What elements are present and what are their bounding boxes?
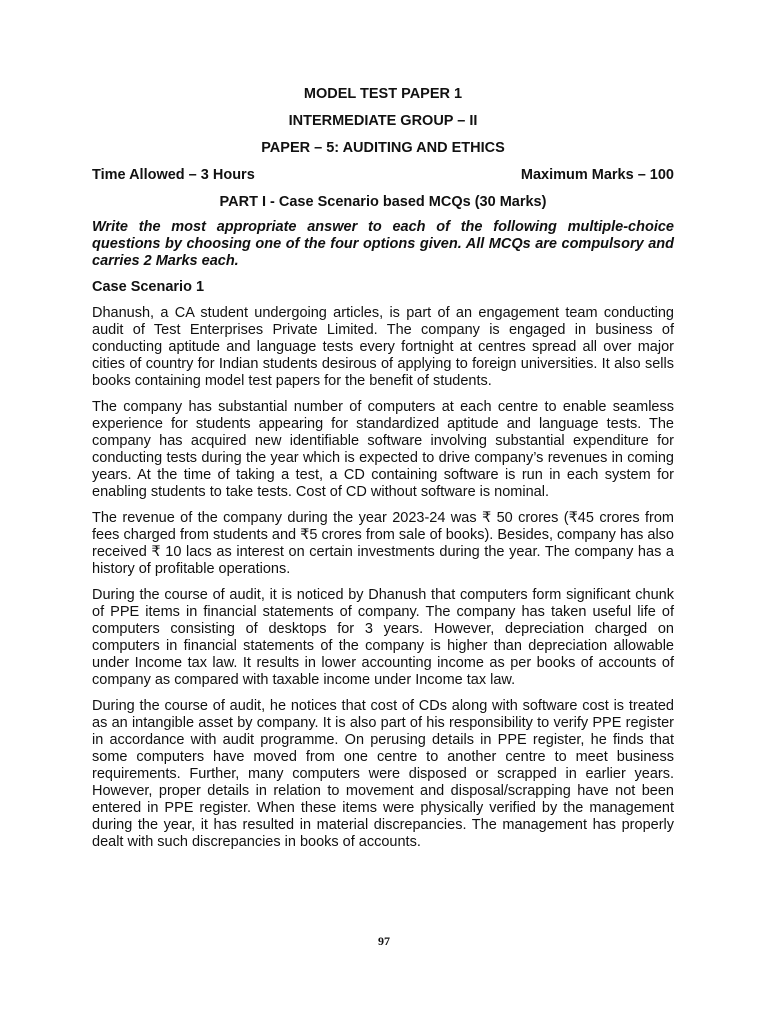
page-number: 97	[378, 934, 390, 948]
scenario-paragraph: During the course of audit, he notices that cost of CDs along with software cost is treated as an intangible asset by company. It is also part of his responsibility to verify PPE register in accordance with audit programme. On perusing details in PPE register, he finds that some computers have moved from one centre to another centre to meet business requirements. Further, many computers were disposed or scrapped in earlier years. However, proper details in relation to movement and disposal/scrapping have not been entered in PPE register. When these items were physically verified by the management during the year, it has resulted in material discrepancies. The management has properly dealt with such discrepancies in books of accounts.	[92, 698, 674, 850]
paper-title: MODEL TEST PAPER 1	[303, 86, 463, 102]
subject-title: PAPER – 5: AUDITING AND ETHICS	[261, 140, 505, 156]
scenario-heading: Case Scenario 1	[92, 279, 205, 295]
maximum-marks: Maximum Marks – 100	[520, 167, 674, 183]
scenario-paragraph: The company has substantial number of computers at each centre to enable seamless experience for students appearing for standardized aptitude and language tests. The company has acquired new identifiable software involving substantial expenditure for conducting tests during the year which is expected to drive company’s revenues in coming years. At the time of taking a test, a CD containing software is run in each system for enabling students to take tests. Cost of CD without software is nominal.	[92, 399, 674, 500]
scenario-paragraph: During the course of audit, it is noticed by Dhanush that computers form significant chunk of PPE items in financial statements of company. The company has taken useful life of computers consisting of desktops for 3 years. However, depreciation charged on computers in financial statements of the company is higher than depreciation allowable under Income tax law. It results in lower accounting income as per books of accounts of company as compared with taxable income under Income tax law.	[92, 587, 674, 688]
page-content	[92, 86, 674, 860]
group-title: INTERMEDIATE GROUP – II	[288, 113, 478, 129]
scenario-paragraph: Dhanush, a CA student undergoing articles, is part of an engagement team conducting audit of Test Enterprises Private Limited. The company is engaged in business of conducting aptitude and language tests every fortnight at centres spread all over major cities of country for Indian students desirous of applying to foreign universities. It also sells books containing model test papers for the benefit of students.	[92, 305, 674, 389]
scenario-paragraph: The revenue of the company during the year 2023-24 was ₹ 50 crores (₹45 crores from fees charged from students and ₹5 crores from sale of books). Besides, company has also received ₹ 10 lacs as interest on certain investments during the year. The company has a history of profitable operations.	[92, 510, 674, 577]
time-allowed: Time Allowed – 3 Hours	[92, 167, 255, 183]
part-title: PART I - Case Scenario based MCQs (30 Marks)	[219, 194, 547, 210]
exam-meta-row	[92, 167, 674, 184]
instructions: Write the most appropriate answer to each of the following multiple-choice questions by choosing one of the four options given. All MCQs are compulsory and carries 2 Marks each.	[92, 219, 674, 269]
